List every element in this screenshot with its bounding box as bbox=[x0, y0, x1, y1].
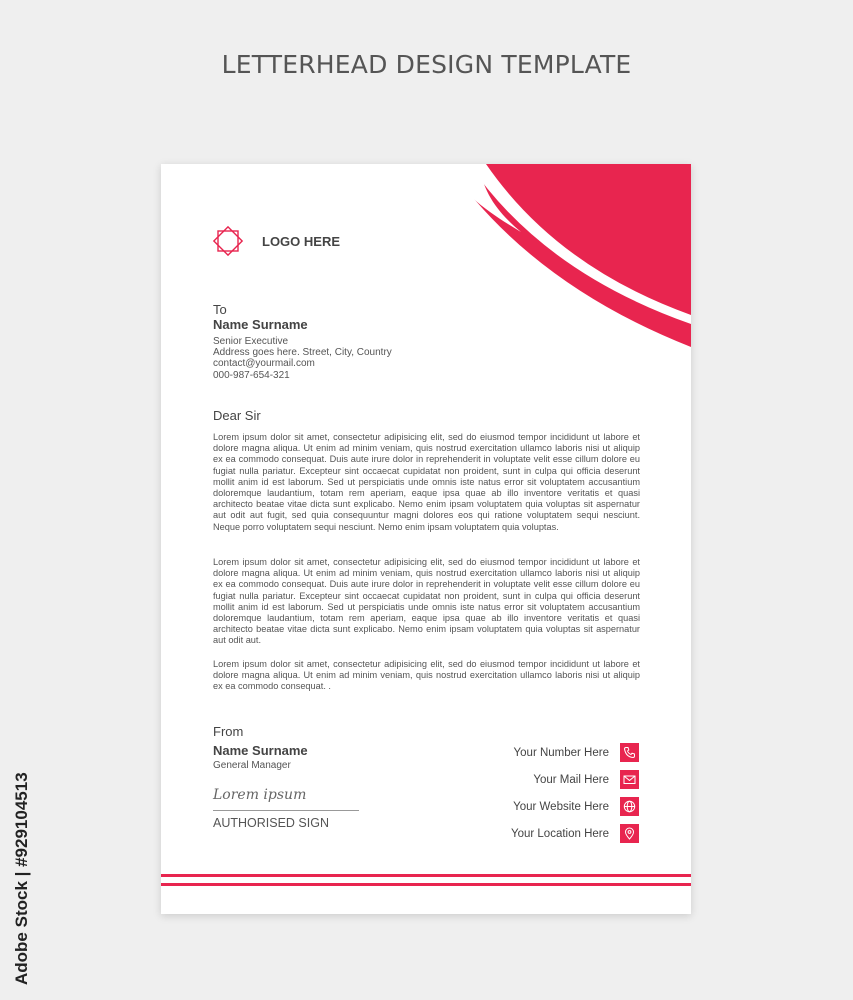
recipient-position: Senior Executive bbox=[213, 336, 289, 347]
body-paragraph-1: Lorem ipsum dolor sit amet, consectetur adipisicing elit, sed do eiusmod tempor incididunt ut labore et dolore magna aliqua. Ut enim ad minim veniam, quis nostrud exercitation ullamco laboris nisi ut aliquip ex ea commodo consequat. Duis aute irure dolor in reprehenderit in voluptate velit esse cillum dolore eu fugiat nulla pariatur. Excepteur sint occaecat cupidatat non proident, sunt in culpa qui officia deserunt mollit anim id est laborum. Sed ut perspiciatis unde omnis iste natus error sit voluptatem accusantium doloremque laudantium, totam rem aperiam, eaque ipsa quae ab illo inventore veritatis et quasi architecto beatae vitae dicta sunt explicabo. Nemo enim ipsam voluptatem quia voluptas sit aspernatur aut odit aut fugit, sed quia consequuntur magni dolores eos qui ratione voluptatem sequi nesciunt. Neque porro voluptatem sequi nesciunt. Nemo enim ipsam voluptatem quia voluptas. bbox=[213, 432, 640, 532]
sender-label: From bbox=[213, 724, 244, 739]
contact-location-text: Your Location Here bbox=[510, 827, 609, 840]
sender-name: Name Surname bbox=[213, 743, 308, 758]
body-paragraph-3: Lorem ipsum dolor sit amet, consectetur adipisicing elit, sed do eiusmod tempor incididunt ut labore et dolore magna aliqua. Ut enim ad minim veniam, quis nostrud exercitation ullamco laboris nisi ut aliquip ex ea commodo consequat. . bbox=[213, 659, 640, 692]
page-title: LETTERHEAD DESIGN TEMPLATE bbox=[221, 50, 632, 79]
greeting: Dear Sir bbox=[213, 408, 261, 423]
contact-website bbox=[513, 797, 639, 816]
recipient-label: To bbox=[213, 302, 227, 317]
contact-website-text: Your Website Here bbox=[513, 800, 609, 813]
phone-icon bbox=[620, 743, 639, 762]
contact-mail-text: Your Mail Here bbox=[533, 773, 609, 786]
contact-phone bbox=[514, 743, 639, 762]
recipient-email: contact@yourmail.com bbox=[213, 358, 315, 369]
recipient-name: Name Surname bbox=[213, 317, 308, 332]
location-pin-icon bbox=[620, 824, 639, 843]
recipient-address: Address goes here. Street, City, Country bbox=[213, 347, 392, 358]
contact-phone-text: Your Number Here bbox=[513, 746, 609, 759]
authorised-sign-label: AUTHORISED SIGN bbox=[213, 816, 329, 830]
body-paragraph-2: Lorem ipsum dolor sit amet, consectetur adipisicing elit, sed do eiusmod tempor incididunt ut labore et dolore magna aliqua. Ut enim ad minim veniam, quis nostrud exercitation ullamco laboris nisi ut aliquip ex ea commodo consequat. Duis aute irure dolor in reprehenderit in voluptate velit esse cillum dolore eu fugiat nulla pariatur. Excepteur sint occaecat cupidatat non proident, sunt in culpa qui officia deserunt mollit anim id est laborum. Sed ut perspiciatis unde omnis iste natus error sit voluptatem accusantium doloremque laudantium, totam rem aperiam, eaque ipsa quae ab illo inventore veritatis et quasi architecto beatae vitae dicta sunt explicabo. Nemo enim ipsam voluptatem quia voluptas sit aspernatur aut odit aut. bbox=[213, 557, 640, 646]
footer-line-top bbox=[161, 874, 691, 877]
signature-line bbox=[213, 810, 359, 811]
globe-icon bbox=[620, 797, 639, 816]
mail-icon bbox=[620, 770, 639, 789]
logo bbox=[211, 224, 340, 258]
letterhead-sheet bbox=[161, 164, 691, 914]
signature: Lorem ipsum bbox=[213, 787, 307, 803]
recipient-phone: 000-987-654-321 bbox=[213, 370, 290, 381]
footer-line-bottom bbox=[161, 883, 691, 886]
square-diamond-logo-icon bbox=[211, 224, 245, 258]
sender-title: General Manager bbox=[213, 760, 291, 771]
contact-mail bbox=[533, 770, 639, 789]
contact-location bbox=[511, 824, 639, 843]
logo-text: LOGO HERE bbox=[262, 233, 341, 249]
stock-credit: Adobe Stock | #929104513 bbox=[12, 772, 31, 985]
